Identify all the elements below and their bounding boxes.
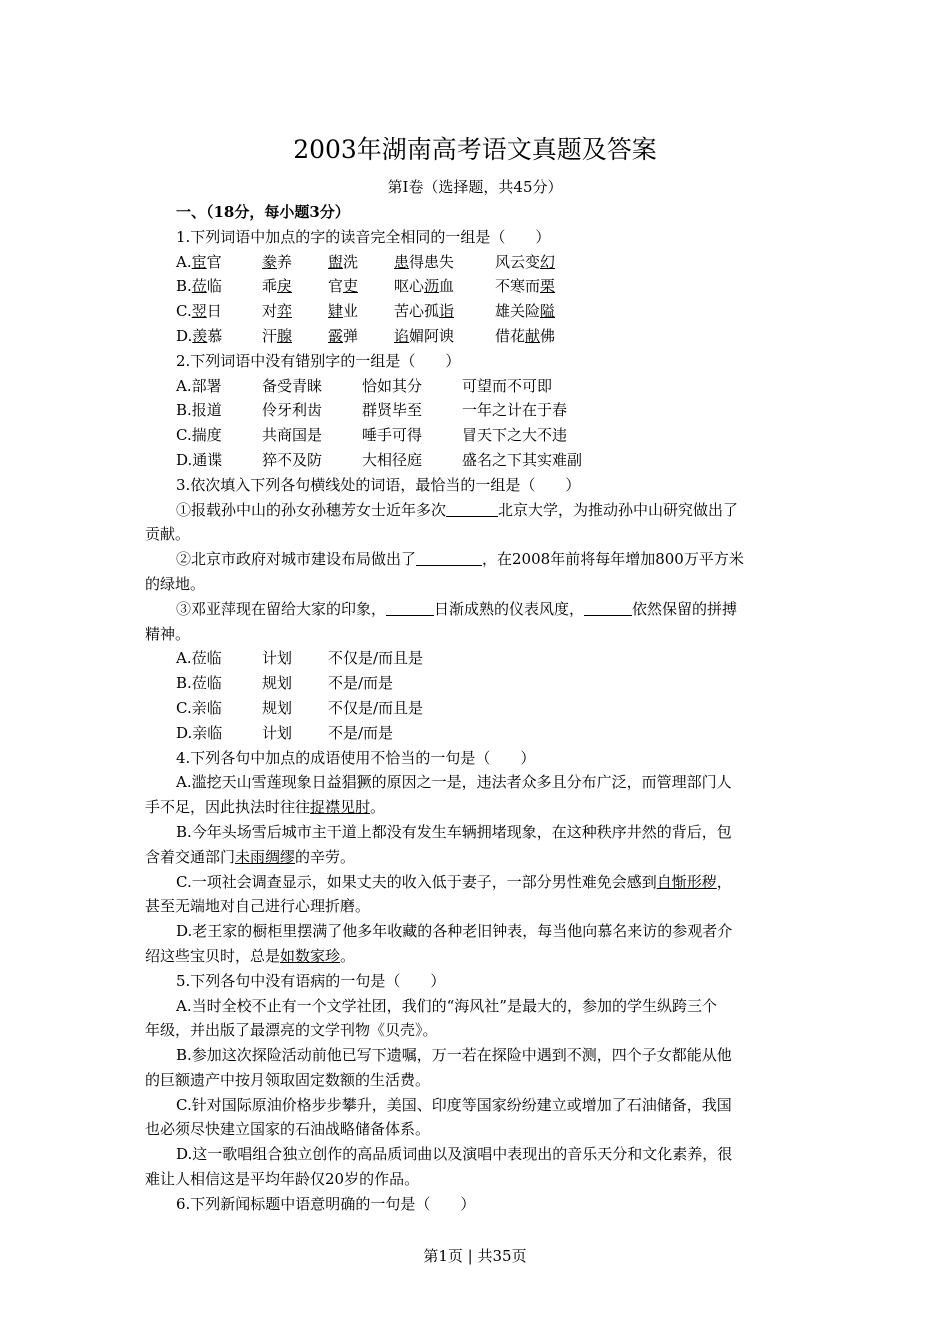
question-5-option-b: B.参加这次探险活动前他已写下遗嘱，万一若在探险中遇到不测，四个子女都能从他 bbox=[176, 1046, 732, 1065]
question-5-option-a-cont: 年级，并出版了最漂亮的文学刊物《贝壳》。 bbox=[145, 1021, 438, 1040]
question-5-option-c-cont: 也必须尽快建立国家的石油战略储备体系。 bbox=[145, 1120, 431, 1139]
question-6-stem: 6.下列新闻标题中语意明确的一句是（ ） bbox=[176, 1194, 476, 1213]
question-2-option-b: B.报道 伶牙利齿 群贤毕至 一年之计在于春 bbox=[176, 401, 568, 420]
question-3-option-d: D.亲临 计划 不是/而是 bbox=[176, 723, 394, 742]
question-1-stem: 1.下列词语中加点的字的读音完全相同的一组是（ ） bbox=[176, 227, 551, 246]
answer-blank bbox=[386, 599, 434, 616]
question-4-stem: 4.下列各句中加点的成语使用不恰当的一句是（ ） bbox=[176, 748, 536, 767]
question-1-option-d: D.羡慕 汗腺 霰弹 谄媚阿谀 借花献佛 bbox=[176, 326, 556, 345]
answer-blank bbox=[416, 549, 482, 566]
question-3-option-b: B.莅临 规划 不是/而是 bbox=[176, 674, 394, 693]
question-4-option-c: C.一项社会调查显示，如果丈夫的收入低于妻子，一部分男性难免会感到自惭形秽， bbox=[176, 872, 732, 891]
question-2-stem: 2.下列词语中没有错别字的一组是（ ） bbox=[176, 351, 461, 370]
question-5-option-d-cont: 难让人相信这是平均年龄仅20岁的作品。 bbox=[145, 1170, 420, 1189]
page-title: 2003年湖南高考语文真题及答案 bbox=[293, 135, 657, 164]
question-4-option-a: A.滥挖天山雪莲现象日益猖獗的原因之一是，违法者众多且分布广泛，而管理部门人 bbox=[176, 773, 732, 792]
question-5-option-a: A.当时全校不止有一个文学社团，我们的“海风社”是最大的，参加的学生纵跨三个 bbox=[176, 996, 717, 1015]
question-4-option-d-cont: 绍这些宝贝时，总是如数家珍。 bbox=[145, 946, 356, 965]
page-footer: 第1页 | 共35页 bbox=[423, 1247, 527, 1265]
question-4-option-b: B.今年头场雪后城市主干道上都没有发生车辆拥堵现象，在这种秩序井然的背后，包 bbox=[176, 822, 732, 841]
section-subtitle: 第Ⅰ卷（选择题，共45分） bbox=[387, 178, 563, 196]
question-1-option-c: C.翌日 对弈 肄业 苦心孤诣 雄关险隘 bbox=[176, 302, 556, 321]
question-3-option-a: A.莅临 计划 不仅是/而且是 bbox=[176, 649, 424, 668]
question-1-option-b: B.莅临 乖戾 官吏 呕心沥血 不寒而栗 bbox=[176, 277, 556, 296]
question-3-option-c: C.亲临 规划 不仅是/而且是 bbox=[176, 698, 424, 717]
answer-blank bbox=[584, 599, 632, 616]
question-3-sentence-2: ②北京市政府对城市建设布局做出了 ，在2008年前将每年增加800万平方米 bbox=[176, 550, 744, 569]
question-5-option-c: C.针对国际原油价格步步攀升，美国、印度等国家纷纷建立或增加了石油储备，我国 bbox=[176, 1095, 732, 1114]
question-4-option-c-cont: 甚至无端地对自己进行心理折磨。 bbox=[145, 897, 371, 916]
question-4-option-b-cont: 含着交通部门未雨绸缪的辛劳。 bbox=[145, 847, 356, 866]
question-5-option-d: D.这一歌唱组合独立创作的高品质词曲以及演唱中表现出的音乐天分和文化素养，很 bbox=[176, 1145, 733, 1164]
section-heading: 一、（18分，每小题3分） bbox=[176, 203, 350, 221]
question-5-option-b-cont: 的巨额遗产中按月领取固定数额的生活费。 bbox=[145, 1070, 431, 1089]
question-2-option-a: A.部署 备受青睐 恰如其分 可望而不可即 bbox=[176, 376, 553, 395]
question-3-sentence-1-cont: 贡献。 bbox=[145, 525, 191, 544]
question-3-stem: 3.依次填入下列各句横线处的词语，最恰当的一组是（ ） bbox=[176, 475, 581, 494]
question-4-option-a-cont: 手不足，因此执法时往往捉襟见肘。 bbox=[145, 798, 386, 817]
question-1-option-a: A.宦官 豢养 盥洗 患得患失 风云变幻 bbox=[176, 252, 556, 271]
answer-blank bbox=[446, 500, 498, 517]
question-3-sentence-3-cont: 精神。 bbox=[145, 624, 191, 643]
exam-content bbox=[145, 200, 805, 1217]
question-2-option-d: D.通谍 猝不及防 大相径庭 盛名之下其实难副 bbox=[176, 450, 583, 469]
question-5-stem: 5.下列各句中没有语病的一句是（ ） bbox=[176, 971, 446, 990]
question-2-option-c: C.揣度 共商国是 唾手可得 冒天下之大不违 bbox=[176, 426, 568, 445]
question-3-sentence-3: ③邓亚萍现在留给大家的印象， 日渐成熟的仪表风度， 依然保留的拼搏 bbox=[176, 599, 738, 618]
question-4-option-d: D.老王家的橱柜里摆满了他多年收藏的各种老旧钟表，每当他向慕名来访的参观者介 bbox=[176, 922, 733, 941]
question-3-sentence-2-cont: 的绿地。 bbox=[145, 574, 206, 593]
question-3-sentence-1: ①报载孙中山的孙女孙穗芳女士近年多次 北京大学，为推动孙中山研究做出了 bbox=[176, 500, 739, 519]
